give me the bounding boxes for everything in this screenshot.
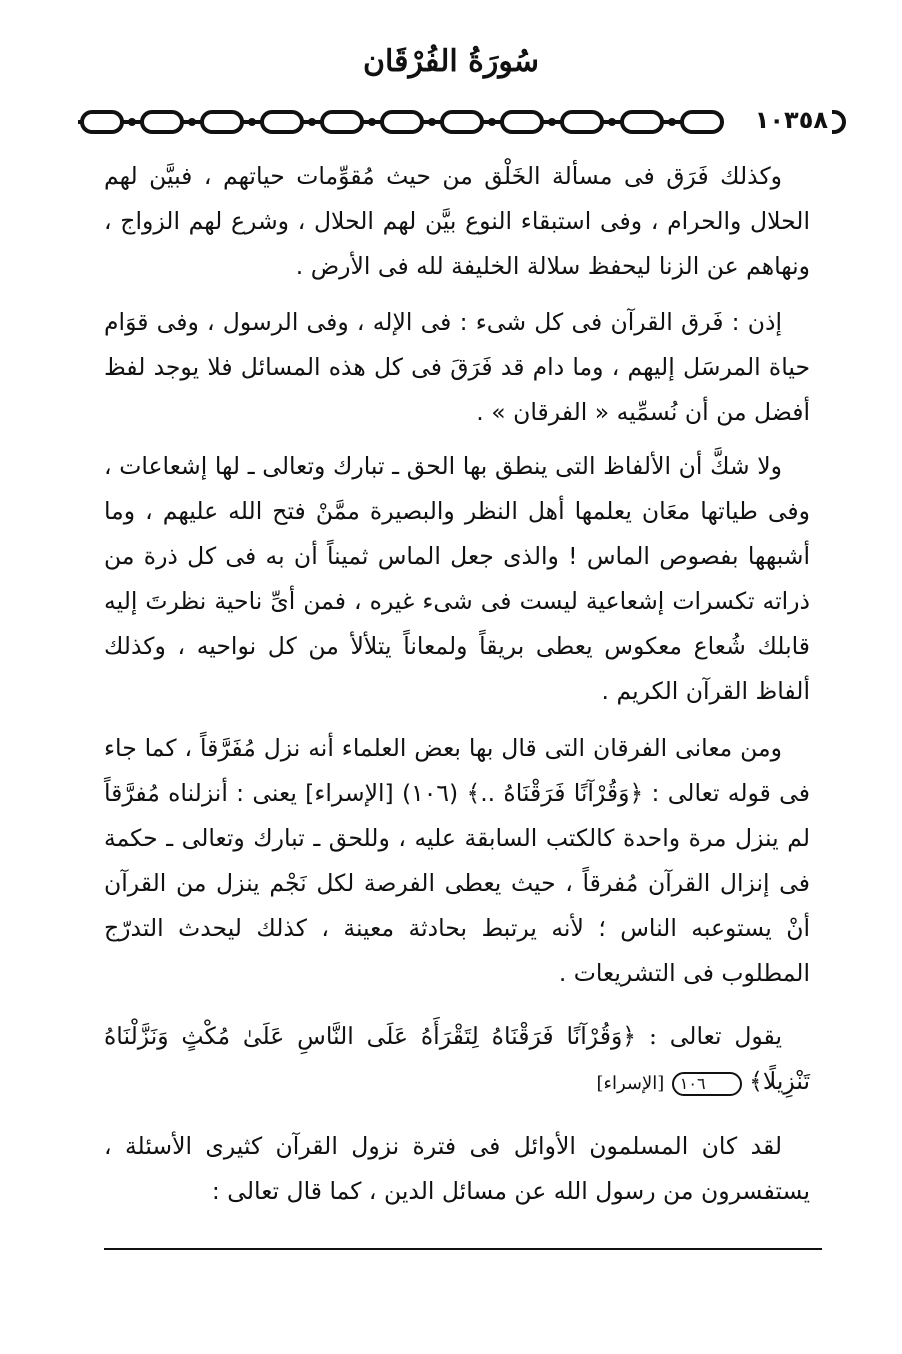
verse-intro: يقول تعالى :	[648, 1022, 782, 1050]
verse-citation: [الإسراء]	[596, 1073, 665, 1094]
paragraph-text: لقد كان المسلمون الأوائل فى فترة نزول القرآن كثيرى الأسئلة ، يستفسرون من رسول الله عن مسائل الدين ، كما قال تعالى :	[104, 1132, 810, 1205]
verse-number-badge: ١٠٦	[672, 1072, 742, 1096]
paragraph-text: إذن : فَرق القرآن فى كل شىء : فى الإله ، وفى الرسول ، وفى قوَام حياة المرسَل إليهم ، وما دام قد فَرَقَ فى كل هذه المسائل فلا يوجد لفظ أفضل من أن نُسمِّيه « الفرقان » .	[104, 308, 810, 426]
surah-title: سُورَةُ الفُرْقَان	[362, 44, 539, 79]
paragraph-5	[104, 1124, 810, 1214]
page-number: ١٠٣٥٨	[751, 106, 832, 134]
paragraph-1	[104, 154, 810, 289]
paragraph-text: وكذلك فَرَق فى مسألة الخَلْق من حيث مُقوِّمات حياتهم ، فبيَّن لهم الحلال والحرام ، وفى استبقاء النوع بيَّن لهم الحلال ، وشرع لهم الزواج ، ونهاهم عن الزنا ليحفظ سلالة الخليفة لله فى الأرض .	[104, 162, 810, 280]
paragraph-2	[104, 300, 810, 435]
verse-line	[104, 1014, 810, 1106]
paragraph-3	[104, 444, 810, 714]
footnote-divider	[104, 1248, 822, 1250]
paragraph-text: ومن معانى الفرقان التى قال بها بعض العلماء أنه نزل مُفَرَّقاً ، كما جاء فى قوله تعالى : ﴿وَقُرْآنًا فَرَقْنَاهُ ..﴾ (١٠٦) [الإسراء] يعنى : أنزلناه مُفرَّقاً لم ينزل مرة واحدة كالكتب السابقة عليه ، وللحق ـ تبارك وتعالى ـ حكمة فى إنزال القرآن مُفرقاً ، حيث يعطى الفرصة لكل نَجْم ينزل من القرآن أنْ يستوعبه الناس ؛ لأنه يرتبط بحادثة معينة ، كذلك ليحدث التدرّج المطلوب فى التشريعات .	[104, 734, 811, 987]
paragraph-4	[104, 726, 810, 996]
quran-verse-block	[104, 1014, 810, 1106]
header-ornament-border	[78, 102, 848, 142]
paragraph-text: ولا شكَّ أن الألفاظ التى ينطق بها الحق ـ تبارك وتعالى ـ لها إشعاعات ، وفى طياتها معَان يعلمها أهل النظر والبصيرة ممَّنْ فتح الله عليهم ، وما أشبهها بفصوص الماس ! والذى جعل الماس ثميناً أن به فى كل ذرة من ذراته تكسرات إشعاعية ليست فى شىء غيره ، فمن أىِّ ناحية نظرتَ إليه قابلك شُعاع معكوس يعطى بريقاً ولمعاناً يتلألأ من كل نواحيه ، وكذلك ألفاظ القرآن الكريم .	[104, 452, 810, 705]
verse-text: ﴿وَقُرْآنًا فَرَقْنَاهُ لِتَقْرَأَهُ عَلَى النَّاسِ عَلَىٰ مُكْثٍ وَنَزَّلْنَاهُ تَنْزِيلًا﴾	[104, 1022, 810, 1095]
